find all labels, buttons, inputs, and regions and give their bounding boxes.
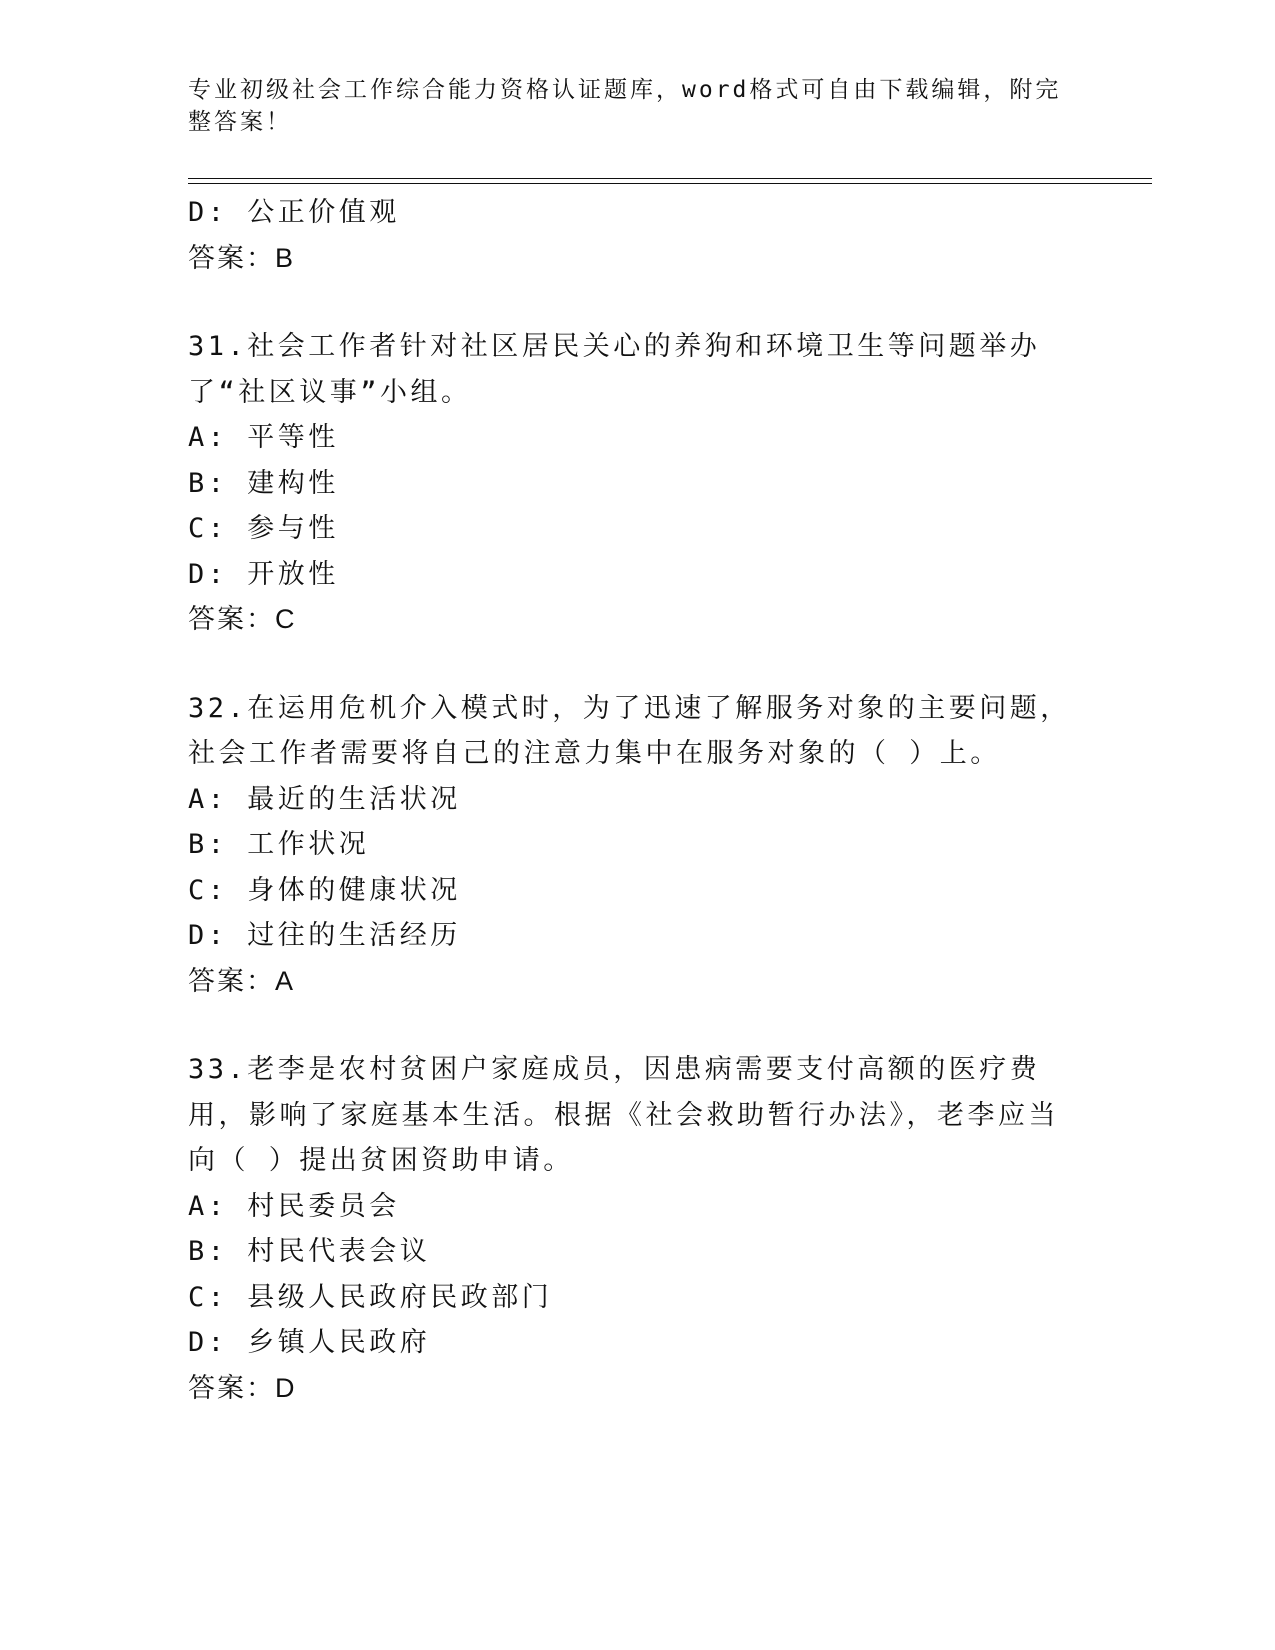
option-d: D: 过往的生活经历 (188, 920, 461, 951)
question-stem: 32.在运用危机介入模式时，为了迅速了解服务对象的主要问题，社会工作者需要将自己的注意力集中在服务对象的（ ）上。 (188, 692, 1071, 769)
header-rule-top (188, 178, 1152, 179)
page-header-text: 专业初级社会工作综合能力资格认证题库，word格式可自由下载编辑，附完整答案！ (188, 77, 1062, 135)
option-c: C: 参与性 (188, 513, 339, 544)
answer-line: 答案：C (188, 604, 297, 634)
answer-line: 答案：D (188, 1372, 297, 1403)
header-rule-bottom (188, 183, 1152, 184)
option-c: C: 身体的健康状况 (188, 874, 461, 906)
option-a: A: 最近的生活状况 (188, 783, 461, 815)
answer-line: 答案：A (188, 965, 296, 996)
question-content (188, 190, 1088, 1411)
option-c: C: 县级人民政府民政部门 (188, 1281, 553, 1313)
option-d: D: 公正价值观 (188, 197, 400, 228)
question-31 (188, 324, 1088, 643)
carryover-block (188, 190, 1088, 281)
option-a: A: 村民委员会 (188, 1190, 400, 1222)
question-33 (188, 1047, 1088, 1411)
option-b: B: 村民代表会议 (188, 1236, 431, 1267)
question-stem: 31.社会工作者针对社区居民关心的养狗和环境卫生等问题举办了“社区议事”小组。 (188, 331, 1041, 408)
question-stem: 33.老李是农村贫困户家庭成员，因患病需要支付高额的医疗费用，影响了家庭基本生活。根据《社会救助暂行办法》，老李应当向（ ）提出贫困资助申请。 (188, 1054, 1059, 1176)
question-32 (188, 686, 1088, 1005)
option-d: D: 乡镇人民政府 (188, 1327, 431, 1358)
answer-line: 答案：B (188, 242, 296, 273)
option-b: B: 工作状况 (188, 829, 370, 860)
option-a: A: 平等性 (188, 422, 339, 453)
option-b: B: 建构性 (188, 467, 339, 499)
option-d: D: 开放性 (188, 558, 339, 590)
